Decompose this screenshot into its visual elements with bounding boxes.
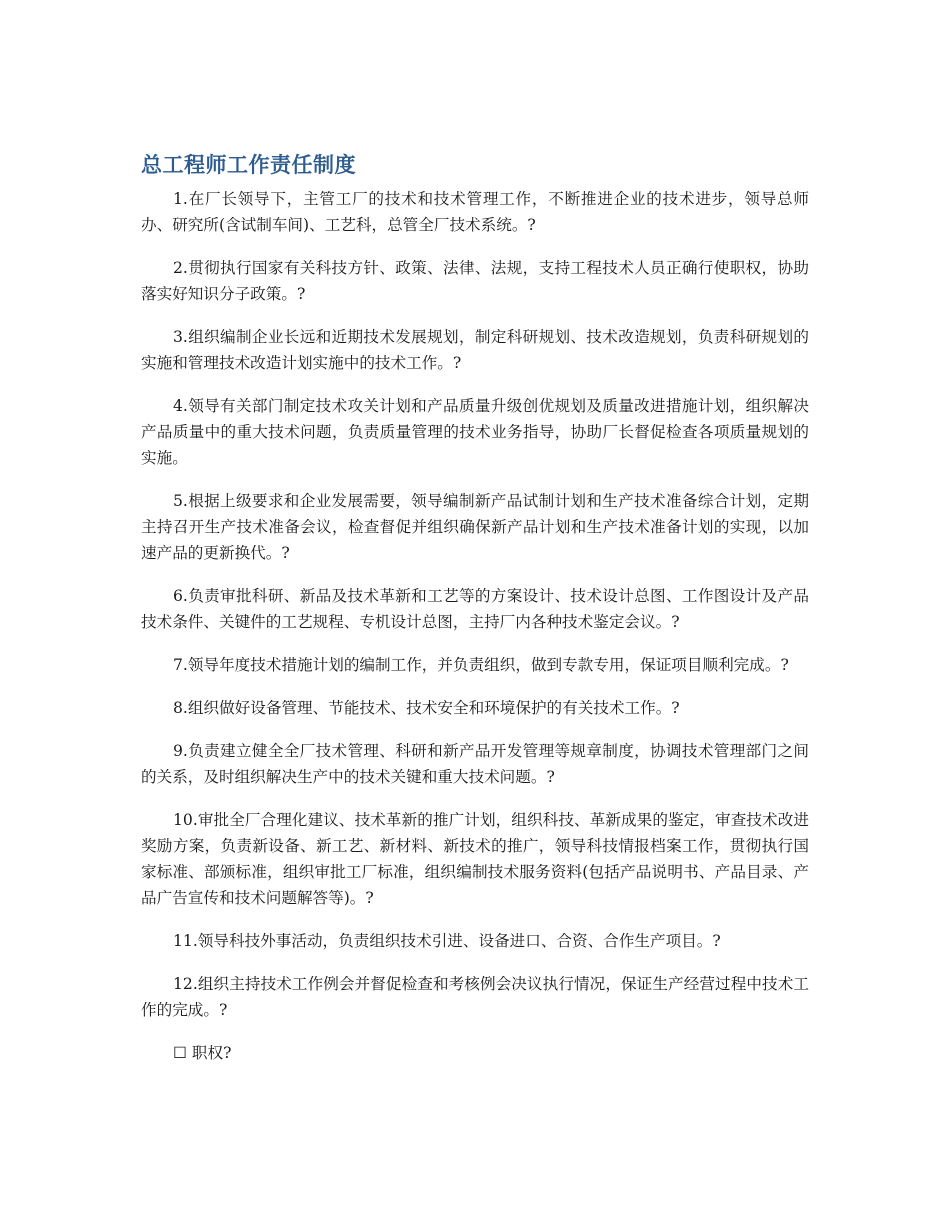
paragraph-5: 5.根据上级要求和企业发展需要，领导编制新产品试制计划和生产技术准备综合计划，定期主持召开生产技术准备会议，检查督促并组织确保新产品计划和生产技术准备计划的实现，以加速产品的更新换代。? (141, 492, 809, 562)
paragraph-12: 12.组织主持技术工作例会并督促检查和考核例会决议执行情况，保证生产经营过程中技术工作的完成。? (141, 975, 809, 1019)
paragraph-6: 6.负责审批科研、新品及技术革新和工艺等的方案设计、技术设计总图、工作图设计及产品技术条件、关键件的工艺规程、专机设计总图，主持厂内各种技术鉴定会议。? (141, 587, 809, 631)
paragraph-8: 8.组织做好设备管理、节能技术、技术安全和环境保护的有关技术工作。? (173, 699, 680, 717)
paragraph-9: 9.负责建立健全全厂技术管理、科研和新产品开发管理等规章制度，协调技术管理部门之间的关系，及时组织解决生产中的技术关键和重大技术问题。? (141, 742, 809, 786)
paragraph-4: 4.领导有关部门制定技术攻关计划和产品质量升级创优规划及质量改进措施计划，组织解决产品质量中的重大技术问题，负责质量管理的技术业务指导，协助厂长督促检查各项质量规划的实施。 (141, 397, 809, 467)
document-title: 总工程师工作责任制度 (141, 153, 356, 177)
paragraph-3: 3.组织编制企业长远和近期技术发展规划，制定科研规划、技术改造规划，负责科研规划的实施和管理技术改造计划实施中的技术工作。? (141, 328, 809, 372)
paragraph-7: 7.领导年度技术措施计划的编制工作，并负责组织，做到专款专用，保证项目顺利完成。? (173, 656, 789, 674)
section-heading-authority: ☐ 职权? (173, 1044, 232, 1062)
paragraph-1: 1.在厂长领导下，主管工厂的技术和技术管理工作，不断推进企业的技术进步，领导总师办、研究所(含试制车间)、工艺科，总管全厂技术系统。? (141, 190, 809, 234)
document-page (141, 150, 809, 1083)
paragraph-10: 10.审批全厂合理化建议、技术革新的推广计划，组织科技、革新成果的鉴定，审查技术改进奖励方案，负责新设备、新工艺、新材料、新技术的推广，领导科技情报档案工作，贯彻执行国家标准、部颁标准，组织审批工厂标准，组织编制技术服务资料(包括产品说明书、产品目录、产品广告宣传和技术问题解答等)。? (141, 811, 809, 907)
paragraph-2: 2.贯彻执行国家有关科技方针、政策、法律、法规，支持工程技术人员正确行使职权，协助落实好知识分子政策。? (141, 259, 809, 303)
paragraph-11: 11.领导科技外事活动，负责组织技术引进、设备进口、合资、合作生产项目。? (173, 932, 721, 950)
